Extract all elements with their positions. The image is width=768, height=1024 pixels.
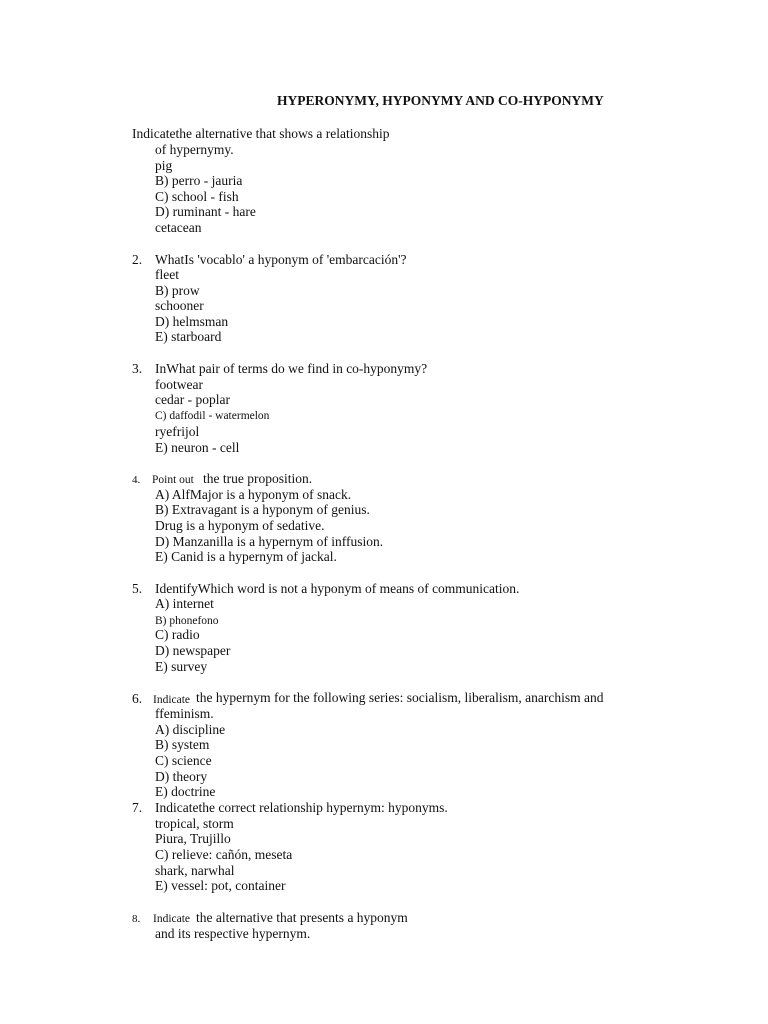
q1-option: C) school - fish [155, 189, 239, 204]
q2-option: B) prow [155, 283, 200, 298]
q8-stem-prefix: Indicate [153, 913, 191, 925]
q7-number: 7. [132, 800, 143, 815]
q6-option: B) system [155, 737, 210, 752]
q7-option: shark, narwhal [155, 863, 235, 878]
q6-number: 6. [132, 691, 143, 706]
q4-option: E) Canid is a hypernym of jackal. [155, 549, 337, 564]
q4-option: D) Manzanilla is a hypernym of inffusion. [155, 534, 384, 549]
q2-stem: WhatIs 'vocablo' a hyponym of 'embarcación'? [155, 252, 407, 267]
q7-option: E) vessel: pot, container [155, 878, 286, 893]
q5-option: C) radio [155, 627, 200, 642]
q6-stem-continued: ffeminism. [155, 706, 214, 721]
q3-option: footwear [155, 377, 203, 392]
q2-option: schooner [155, 298, 204, 313]
q5-number: 5. [132, 581, 143, 596]
q5-option: D) newspaper [155, 643, 231, 658]
q5-option: B) phonefono [155, 615, 219, 627]
q3-stem: InWhat pair of terms do we find in co-hyponymy? [155, 361, 428, 376]
q3-option: cedar - poplar [155, 392, 230, 407]
q1-option: B) perro - jauria [155, 173, 243, 188]
q4-number: 4. [132, 474, 141, 486]
q2-option: D) helmsman [155, 314, 229, 329]
q7-option: C) relieve: cañón, meseta [155, 847, 293, 862]
q5-option: A) internet [155, 596, 214, 611]
q2-number: 2. [132, 252, 143, 267]
q6-option: C) science [155, 753, 212, 768]
q4-stem: the true proposition. [203, 471, 313, 486]
q4-option: A) AlfMajor is a hyponym of snack. [155, 487, 352, 502]
q8-stem: the alternative that presents a hyponym [196, 910, 408, 925]
q2-option: fleet [155, 267, 179, 282]
q5-option: E) survey [155, 659, 208, 674]
q6-stem-prefix: Indicate [153, 694, 191, 706]
q6-option: A) discipline [155, 722, 226, 737]
q1-option: D) ruminant - hare [155, 204, 256, 219]
q1-option: pig [155, 158, 173, 173]
q2-option: E) starboard [155, 329, 222, 344]
q8-number: 8. [132, 913, 141, 925]
q3-option: E) neuron - cell [155, 440, 240, 455]
q6-option: E) doctrine [155, 784, 216, 799]
q5-stem: IdentifyWhich word is not a hyponym of means of communication. [155, 581, 520, 596]
q7-stem: Indicatethe correct relationship hypernym: hyponyms. [155, 800, 448, 815]
q7-option: Piura, Trujillo [155, 831, 231, 846]
q4-stem-prefix: Point out [152, 474, 194, 486]
q6-option: D) theory [155, 769, 208, 784]
q1-option: cetacean [155, 220, 202, 235]
q1-stem: Indicatethe alternative that shows a relationship [132, 126, 390, 141]
q4-option: B) Extravagant is a hyponym of genius. [155, 502, 370, 517]
q7-option: tropical, storm [155, 816, 234, 831]
q3-option: ryefrijol [155, 424, 200, 439]
q6-stem: the hypernym for the following series: socialism, liberalism, anarchism and [196, 690, 604, 705]
q4-option: Drug is a hyponym of sedative. [155, 518, 325, 533]
q8-stem-continued: and its respective hypernym. [155, 926, 311, 941]
q1-stem-continued: of hypernymy. [155, 142, 234, 157]
page-title: HYPERONYMY, HYPONYMY AND CO-HYPONYMY [277, 93, 604, 108]
q3-number: 3. [132, 361, 143, 376]
q3-option: C) daffodil - watermelon [155, 410, 270, 422]
